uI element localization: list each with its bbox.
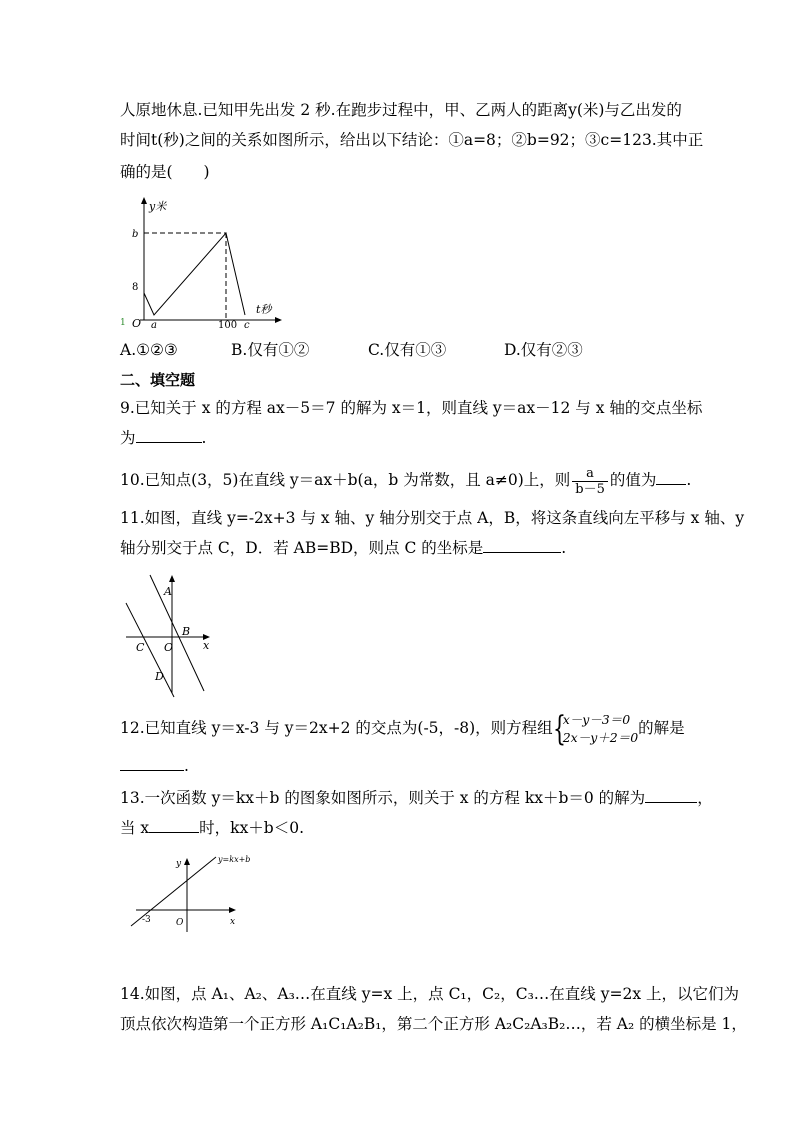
q9-answer-blank[interactable] xyxy=(136,428,202,443)
q12-line1 xyxy=(120,708,685,748)
q13-line2 xyxy=(120,818,304,838)
q13-answer-blank-2[interactable] xyxy=(149,818,199,833)
q13-line2-before: 当 x xyxy=(120,819,150,837)
y-axis-arrow xyxy=(141,197,147,204)
q12-line2-end: . xyxy=(184,757,189,775)
q11-answer-blank[interactable] xyxy=(483,538,561,553)
label-d: D xyxy=(155,670,164,683)
q9-line2-text: 为 xyxy=(120,429,136,447)
q11-line2-text: 轴分别交于点 C，D．若 AB=BD，则点 C 的坐标是 xyxy=(120,539,484,557)
t-label: t秒 xyxy=(256,303,272,316)
section-title: 二、填空题 xyxy=(120,371,196,389)
label-x: x xyxy=(203,639,210,652)
q11-line1: 11.如图，直线 y=-2x+3 与 x 轴、y 轴分别交于点 A，B，将这条直线向左平移与 x 轴、y xyxy=(120,509,745,527)
hundred-label: 100 xyxy=(218,320,238,330)
q11-line2-end: . xyxy=(561,539,567,557)
b-label: b xyxy=(132,229,139,240)
q8-option-a: A.①②③ xyxy=(120,341,178,359)
label-y: y xyxy=(176,859,182,869)
q12-answer-blank[interactable] xyxy=(120,756,184,771)
label-neg3: -3 xyxy=(142,915,151,925)
label-o: O xyxy=(176,918,184,928)
q13-line1-end: ， xyxy=(697,789,713,807)
q10-line xyxy=(120,463,691,497)
q8-option-c: C.仅有①③ xyxy=(368,341,447,359)
y-label: y米 xyxy=(149,200,167,213)
q13-line2-after: 时，kx＋b＜0. xyxy=(199,819,305,837)
label-line: y=kx+b xyxy=(218,855,251,864)
q8-line3: 确的是( ) xyxy=(120,163,210,181)
label-c: C xyxy=(136,641,145,654)
q14-line2: 顶点依次构造第一个正方形 A₁C₁A₂B₁，第二个正方形 A₂C₂A₃B₂…，若 A₂ 的横坐标是 1， xyxy=(120,1015,747,1033)
q14-line1: 14.如图，点 A₁、A₂、A₃…在直线 y=x 上，点 C₁，C₂，C₃…在直线 y=2x 上，以它们为 xyxy=(120,985,739,1003)
distance-curve xyxy=(144,233,245,315)
q11-figure xyxy=(118,573,218,698)
c-label: c xyxy=(244,320,250,330)
eight-label: 8 xyxy=(132,282,139,293)
a-label: a xyxy=(151,320,157,330)
x-axis-arrow xyxy=(229,907,236,913)
y-axis-arrow xyxy=(184,858,190,865)
q12-eq2: 2x－y＋2＝0 xyxy=(562,730,639,745)
one-label: 1 xyxy=(120,318,126,328)
q9-line2-end: . xyxy=(201,429,207,447)
q8-option-d: D.仅有②③ xyxy=(504,341,583,359)
y-axis-arrow xyxy=(169,575,175,582)
q10-frac-num: a xyxy=(572,466,608,482)
q12-equation-system xyxy=(553,711,638,747)
q12-brace: { xyxy=(552,709,566,749)
q10-frac-den: b－5 xyxy=(575,481,605,497)
q10-text-after: 的值为 xyxy=(609,471,657,489)
q10-text-before: 10.已知点(3，5)在直线 y＝ax＋b(a，b 为常数，且 a≠0)上，则 xyxy=(120,471,571,489)
q12-line2 xyxy=(120,756,189,776)
q8-line2: 时间t(秒)之间的关系如图所示，给出以下结论：①a=8；②b=92；③c=123.其中正 xyxy=(120,131,704,149)
q10-end: . xyxy=(686,471,692,489)
label-x: x xyxy=(230,917,236,927)
origin-label: O xyxy=(132,317,142,330)
label-a: A xyxy=(164,585,172,598)
q10-answer-blank[interactable] xyxy=(656,470,686,485)
q8-option-b: B.仅有①② xyxy=(231,341,310,359)
q12-eq1: x－y－3＝0 xyxy=(562,712,631,727)
q13-figure xyxy=(128,852,268,934)
q8-line1: 人原地休息.已知甲先出发 2 秒.在跑步过程中，甲、乙两人的距离y(米)与乙出发的 xyxy=(120,101,682,119)
q9-line1: 9.已知关于 x 的方程 ax－5＝7 的解为 x＝1，则直线 y＝ax－12 与 x 轴的交点坐标 xyxy=(120,399,703,417)
label-b: B xyxy=(182,625,191,638)
q10-fraction xyxy=(572,466,608,497)
x-axis-arrow xyxy=(275,317,282,323)
q9-line2 xyxy=(120,428,206,448)
q8-distance-time-graph xyxy=(118,195,288,330)
q11-line2 xyxy=(120,538,566,558)
label-o: O xyxy=(164,641,174,654)
q12-text-after: 的解是 xyxy=(638,719,685,737)
q13-line1 xyxy=(120,788,713,808)
q13-answer-blank-1[interactable] xyxy=(645,788,697,803)
q13-line1-text: 13.一次函数 y＝kx＋b 的图象如图所示，则关于 x 的方程 kx＋b＝0 的解为 xyxy=(120,789,646,807)
q12-text-before: 12.已知直线 y＝x-3 与 y＝2x+2 的交点为(-5，-8)，则方程组 xyxy=(120,719,553,737)
